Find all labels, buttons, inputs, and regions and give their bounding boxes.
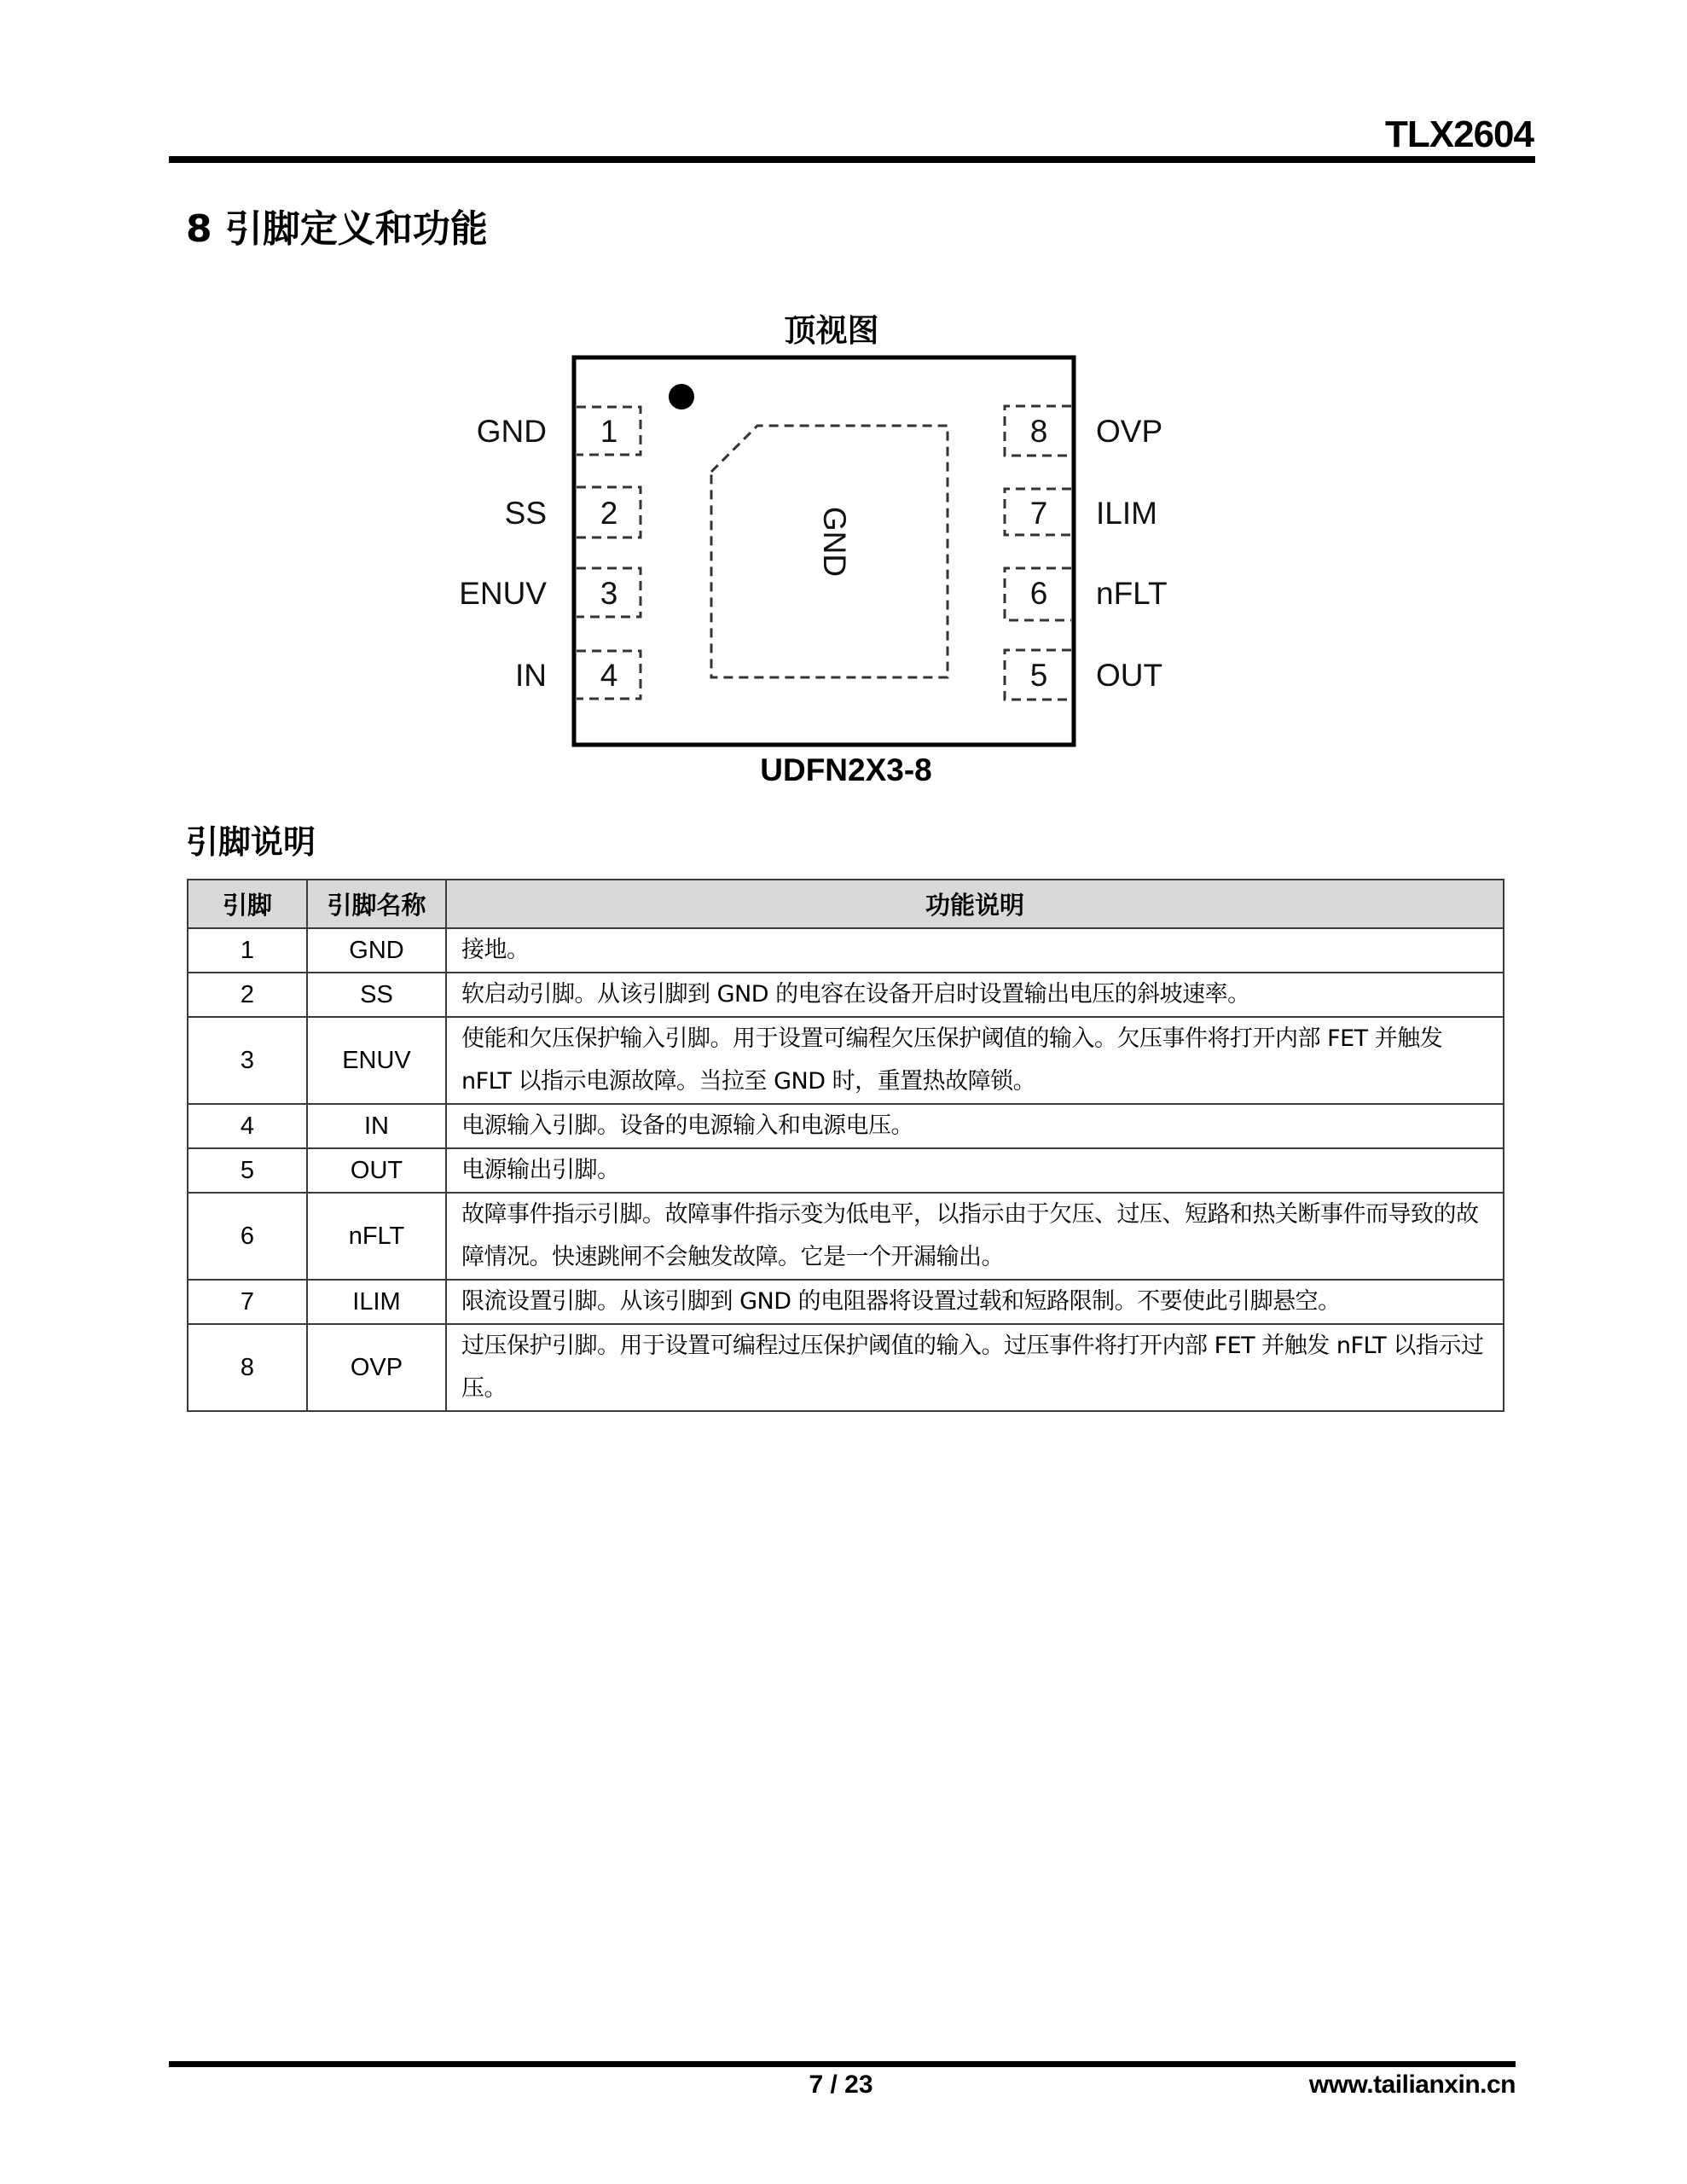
- function-cell: 电源输出引脚。: [446, 1148, 1504, 1193]
- table-row: [188, 973, 1504, 1017]
- pin-name-cell: SS: [307, 973, 446, 1017]
- pin-number: 4: [600, 658, 618, 693]
- pin-name: ILIM: [1096, 496, 1157, 531]
- pin-number: 7: [1029, 496, 1048, 531]
- function-cell: 接地。: [446, 928, 1504, 973]
- right-pin-5: [1005, 650, 1162, 700]
- pin-name-cell: ILIM: [307, 1280, 446, 1324]
- function-cell: 软启动引脚。从该引脚到 GND 的电容在设备开启时设置输出电压的斜坡速率。: [446, 973, 1504, 1017]
- pin-name-cell: GND: [307, 928, 446, 973]
- document-part-number: TLX2604: [1385, 113, 1533, 155]
- pin-name: OUT: [1096, 658, 1163, 693]
- table-row: [188, 1280, 1504, 1324]
- table-header-row: [188, 880, 1504, 928]
- table-row: [188, 928, 1504, 973]
- header-function: 功能说明: [446, 880, 1504, 928]
- table-row: [188, 1017, 1504, 1104]
- left-pin-4: [515, 651, 641, 699]
- table-row: [188, 1193, 1504, 1280]
- pinout-diagram: [426, 290, 1279, 802]
- pin-cell: 5: [188, 1148, 307, 1193]
- pin-name: nFLT: [1096, 576, 1168, 611]
- pin-cell: 2: [188, 973, 307, 1017]
- thermal-pad-label: GND: [817, 506, 852, 578]
- pin-name-cell: OUT: [307, 1148, 446, 1193]
- function-cell: 使能和欠压保护输入引脚。用于设置可编程欠压保护阈值的输入。欠压事件将打开内部 FET 并触发 nFLT 以指示电源故障。当拉至 GND 时，重置热故障锁。: [446, 1017, 1504, 1104]
- pin-cell: 1: [188, 928, 307, 973]
- function-cell: 故障事件指示引脚。故障事件指示变为低电平，以指示由于欠压、过压、短路和热关断事件而导致的故障情况。快速跳闸不会触发故障。它是一个开漏输出。: [446, 1193, 1504, 1280]
- pin-cell: 4: [188, 1104, 307, 1148]
- pin-name: GND: [476, 414, 547, 449]
- left-pin-1: [477, 407, 641, 455]
- pin-cell: 6: [188, 1193, 307, 1280]
- pin-name: SS: [504, 496, 547, 531]
- table-row: [188, 1104, 1504, 1148]
- pin-name: ENUV: [459, 576, 547, 611]
- package-name: UDFN2X3-8: [760, 752, 932, 787]
- right-pin-7: [1005, 489, 1157, 535]
- pinout-svg: [426, 290, 1279, 802]
- pin-number: 8: [1029, 414, 1048, 449]
- pin-name-cell: OVP: [307, 1324, 446, 1411]
- pin-cell: 7: [188, 1280, 307, 1324]
- pin-description-title: 引脚说明: [186, 823, 316, 861]
- pin-name-cell: IN: [307, 1104, 446, 1148]
- pin-number: 3: [600, 576, 618, 611]
- pin-number: 2: [600, 496, 618, 531]
- table-row: [188, 1324, 1504, 1411]
- left-pin-3: [459, 568, 641, 617]
- right-pin-6: [1005, 568, 1168, 620]
- right-pin-8: [1005, 406, 1162, 456]
- pin-description-table: [187, 879, 1504, 1412]
- function-cell: 电源输入引脚。设备的电源输入和电源电压。: [446, 1104, 1504, 1148]
- pin-name: IN: [515, 658, 547, 693]
- header-pin-name: 引脚名称: [307, 880, 446, 928]
- website-url: www.tailianxin.cn: [1308, 2071, 1516, 2099]
- section-title: 8 引脚定义和功能: [186, 207, 488, 251]
- pin-number: 1: [600, 414, 618, 449]
- pin1-indicator-dot: [669, 384, 694, 410]
- footer-rule: [169, 2061, 1516, 2067]
- diagram-title: 顶视图: [784, 312, 879, 349]
- pin-number: 5: [1029, 658, 1048, 693]
- pin-name: OVP: [1096, 414, 1163, 449]
- pin-cell: 3: [188, 1017, 307, 1104]
- pin-number: 6: [1029, 576, 1048, 611]
- page-number: 7 / 23: [809, 2071, 873, 2099]
- header-pin: 引脚: [188, 880, 307, 928]
- table-row: [188, 1148, 1504, 1193]
- function-cell: 过压保护引脚。用于设置可编程过压保护阈值的输入。过压事件将打开内部 FET 并触发 nFLT 以指示过压。: [446, 1324, 1504, 1411]
- pin-name-cell: ENUV: [307, 1017, 446, 1104]
- pin-name-cell: nFLT: [307, 1193, 446, 1280]
- pin-cell: 8: [188, 1324, 307, 1411]
- header-rule: [169, 156, 1535, 163]
- function-cell: 限流设置引脚。从该引脚到 GND 的电阻器将设置过载和短路限制。不要使此引脚悬空。: [446, 1280, 1504, 1324]
